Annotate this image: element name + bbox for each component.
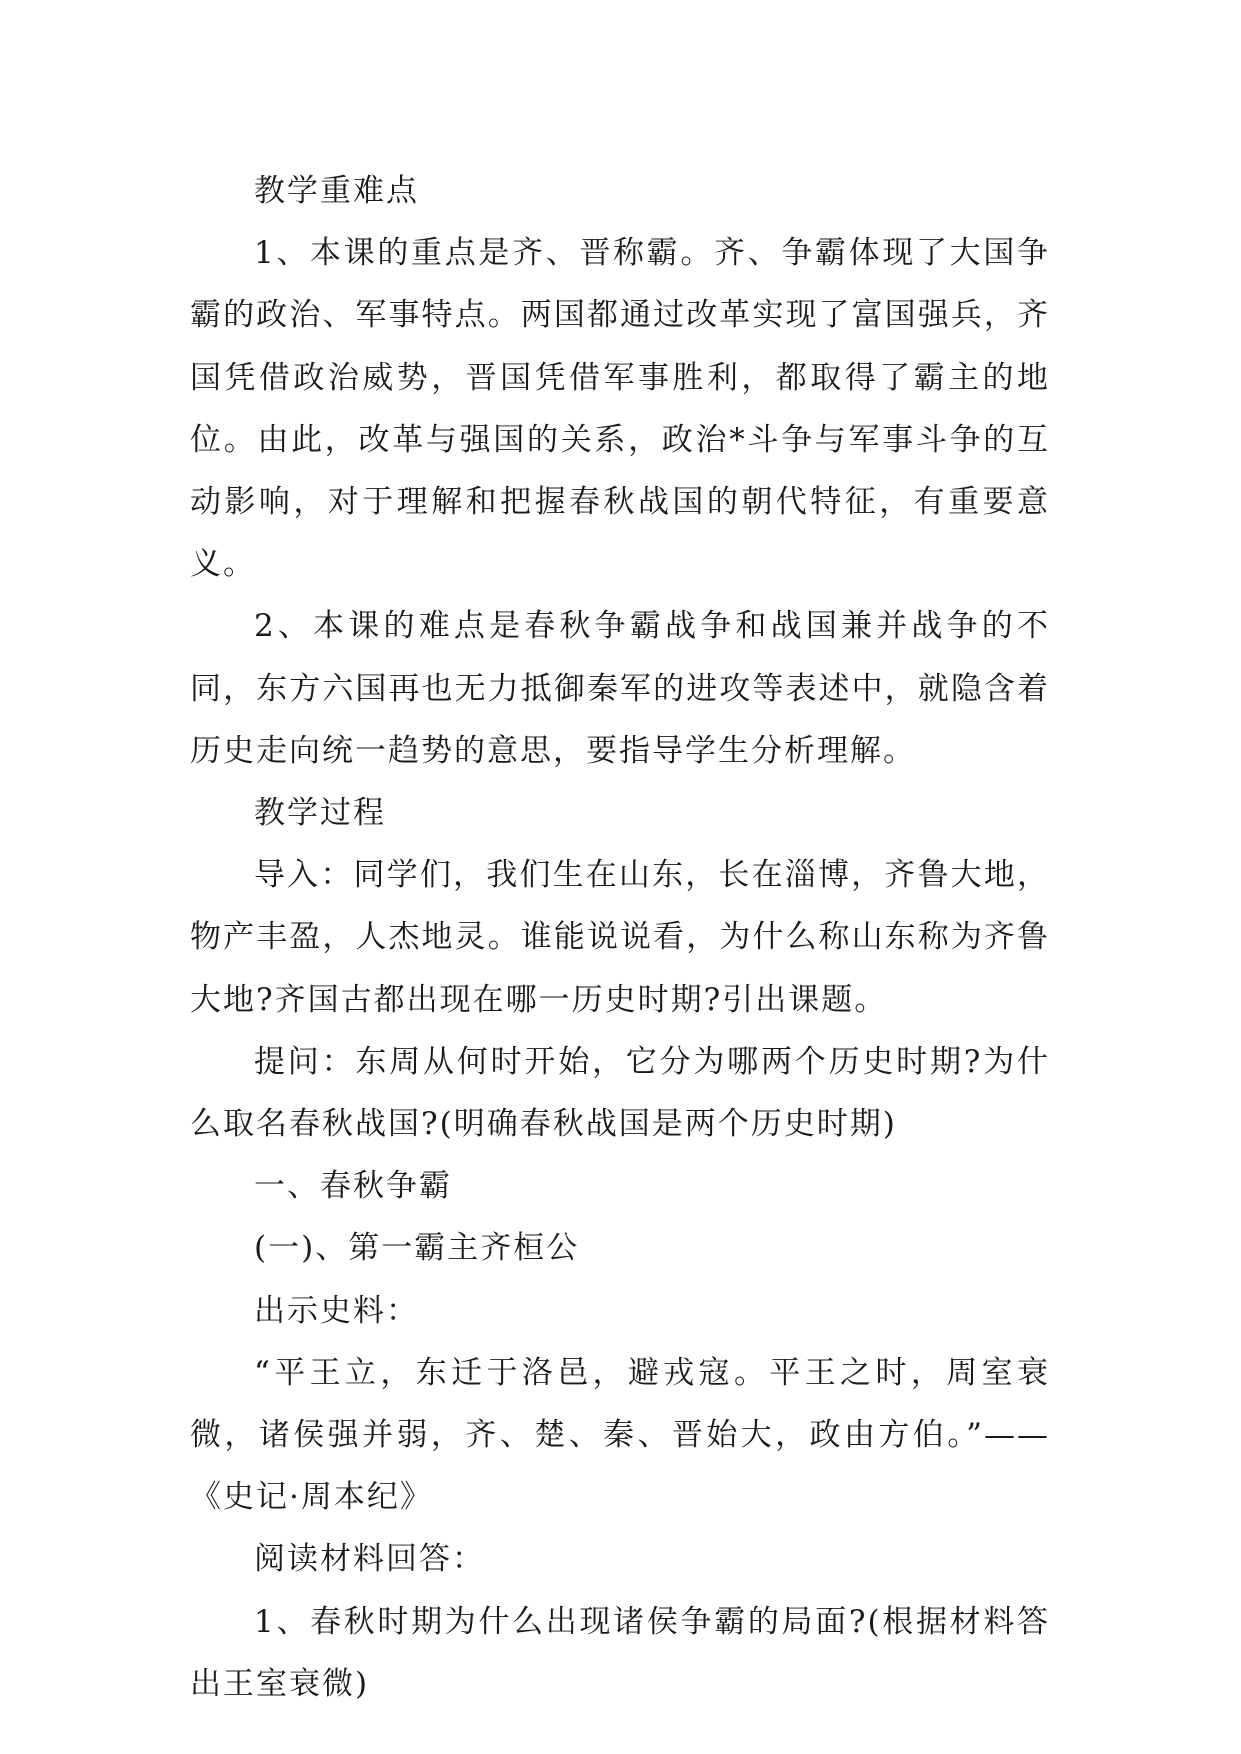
paragraph-historical-quote: “平王立，东迁于洛邑，避戎寇。平王之时，周室衰微，诸侯强并弱，齐、楚、秦、晋始大，政由方伯。”——《史记·周本纪》 bbox=[190, 1354, 1050, 1516]
paragraph-key-point-1: 1、本课的重点是齐、晋称霸。齐、争霸体现了大国争霸的政治、军事特点。两国都通过改革实现了富国强兵，齐国凭借政治威势，晋国凭借军事胜利，都取得了霸主的地位。由此，改革与强国的关系，政治*斗争与军事斗争的互动影响，对于理解和把握春秋战国的朝代特征，有重要意义。 bbox=[190, 235, 1050, 583]
paragraph-read-material: 阅读材料回答： bbox=[254, 1541, 485, 1578]
paragraph-question-1: 1、春秋时期为什么出现诸侯争霸的局面?(根据材料答出王室衰微) bbox=[190, 1603, 1050, 1702]
paragraph-introduction: 导入：同学们，我们生在山东，长在淄博，齐鲁大地，物产丰盈，人杰地灵。谁能说说看，为什么称山东称为齐鲁大地?齐国古都出现在哪一历史时期?引出课题。 bbox=[190, 857, 1050, 1018]
paragraph-question: 提问：东周从何时开始，它分为哪两个历史时期?为什么取名春秋战国?(明确春秋战国是两个历史时期) bbox=[190, 1043, 1050, 1143]
section-heading-1: 一、春秋争霸 bbox=[254, 1168, 452, 1205]
document-body bbox=[190, 160, 1050, 1715]
heading-key-points: 教学重难点 bbox=[254, 173, 419, 209]
paragraph-show-material: 出示史料： bbox=[254, 1292, 419, 1329]
heading-teaching-process: 教学过程 bbox=[254, 795, 386, 832]
paragraph-key-point-2: 2、本课的难点是春秋争霸战争和战国兼并战争的不同，东方六国再也无力抵御秦军的进攻等表述中，就隐含着历史走向统一趋势的意思，要指导学生分析理解。 bbox=[190, 608, 1050, 769]
subsection-heading-1: (一)、第一霸主齐桓公 bbox=[254, 1230, 580, 1267]
